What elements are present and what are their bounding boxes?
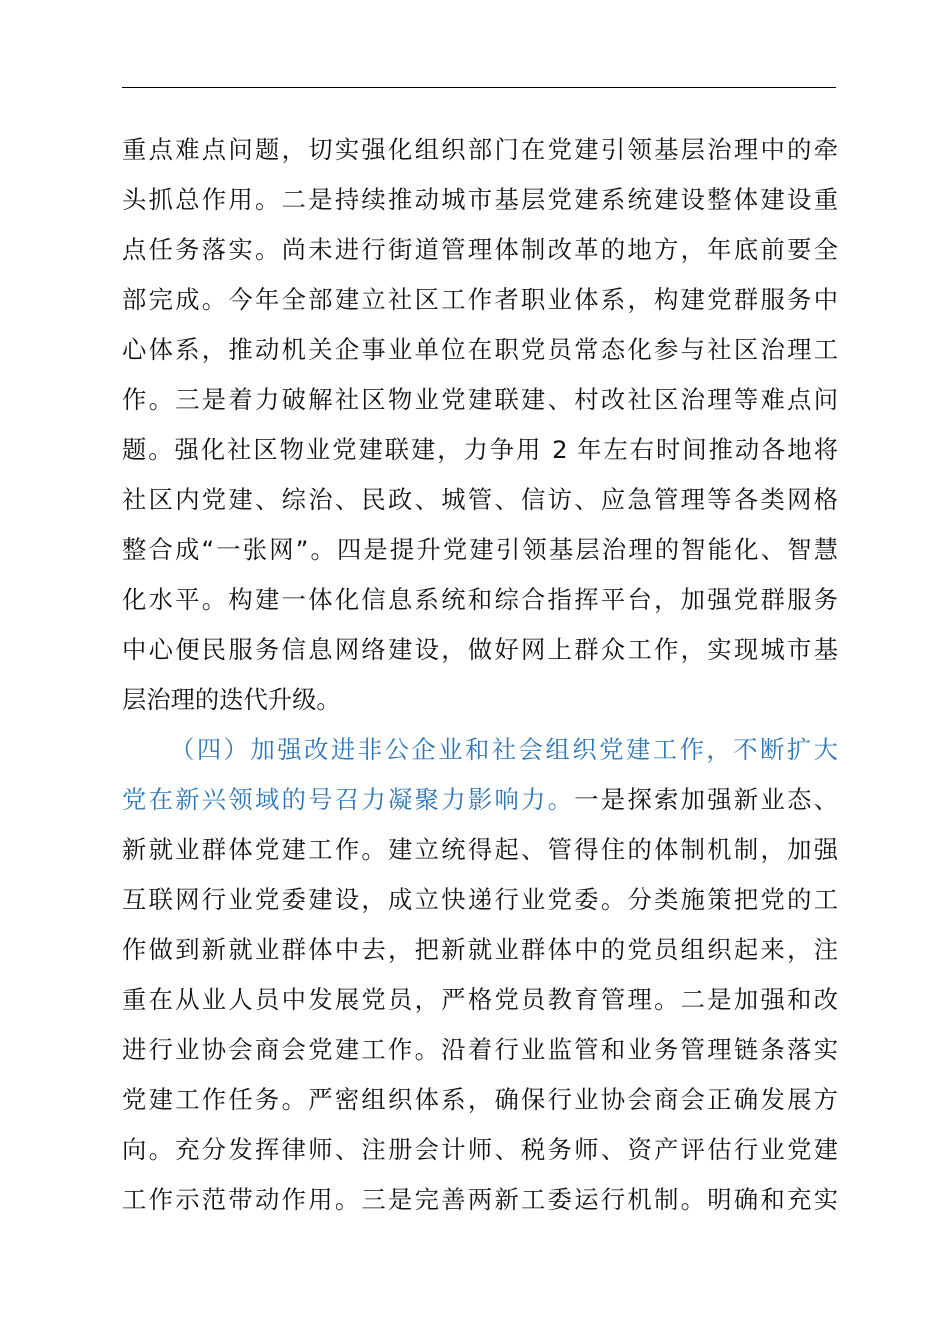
text-line: 向。充分发挥律师、注册会计师、税务师、资产评估行业党建 (122, 1135, 838, 1164)
text-line: 进行业协会商会党建工作。沿着行业监管和业务管理链条落实 (122, 1035, 838, 1064)
text-line: 整合成“一张网”。四是提升党建引领基层治理的智能化、智慧 (122, 535, 838, 564)
text-line: 工作示范带动作用。三是完善两新工委运行机制。明确和充实 (122, 1185, 838, 1214)
text-line: 点任务落实。尚未进行街道管理体制改革的地方，年底前要全 (122, 235, 838, 264)
text-line: 互联网行业党委建设，成立快递行业党委。分类施策把党的工 (122, 885, 838, 914)
text-line: 中心便民服务信息网络建设，做好网上群众工作，实现城市基 (122, 635, 838, 664)
text-line: 化水平。构建一体化信息系统和综合指挥平台，加强党群服务 (122, 585, 838, 614)
text-line: 心体系，推动机关企事业单位在职党员常态化参与社区治理工 (122, 335, 838, 364)
text-line: 新就业群体党建工作。建立统得起、管得住的体制机制，加强 (122, 835, 838, 864)
text-line (122, 783, 838, 817)
text-line: 社区内党建、综治、民政、城管、信访、应急管理等各类网格 (122, 485, 838, 514)
text-line: 作。三是着力破解社区物业党建联建、村改社区治理等难点问 (122, 385, 838, 414)
text-line: 题。强化社区物业党建联建，力争用 2 年左右时间推动各地将 (122, 435, 838, 464)
text-line: 重点难点问题，切实强化组织部门在党建引领基层治理中的牵 (122, 135, 838, 164)
text-line: 部完成。今年全部建立社区工作者职业体系，构建党群服务中 (122, 285, 838, 314)
section-heading-line: 党在新兴领域的号召力凝聚力影响力。 (122, 785, 575, 814)
text-line: 党建工作任务。严密组织体系，确保行业协会商会正确发展方 (122, 1085, 838, 1114)
text-line: 作做到新就业群体中去，把新就业群体中的党员组织起来，注 (122, 935, 838, 964)
header-rule (122, 87, 836, 88)
text-line-rest: 一是探索加强新业态、 (574, 785, 838, 814)
text-line: 头抓总作用。二是持续推动城市基层党建系统建设整体建设重 (122, 185, 838, 214)
text-line: 重在从业人员中发展党员，严格党员教育管理。二是加强和改 (122, 985, 838, 1014)
text-line: 层治理的迭代升级。 (122, 685, 341, 714)
section-heading-line: （四）加强改进非公企业和社会组织党建工作，不断扩大 (170, 735, 838, 764)
